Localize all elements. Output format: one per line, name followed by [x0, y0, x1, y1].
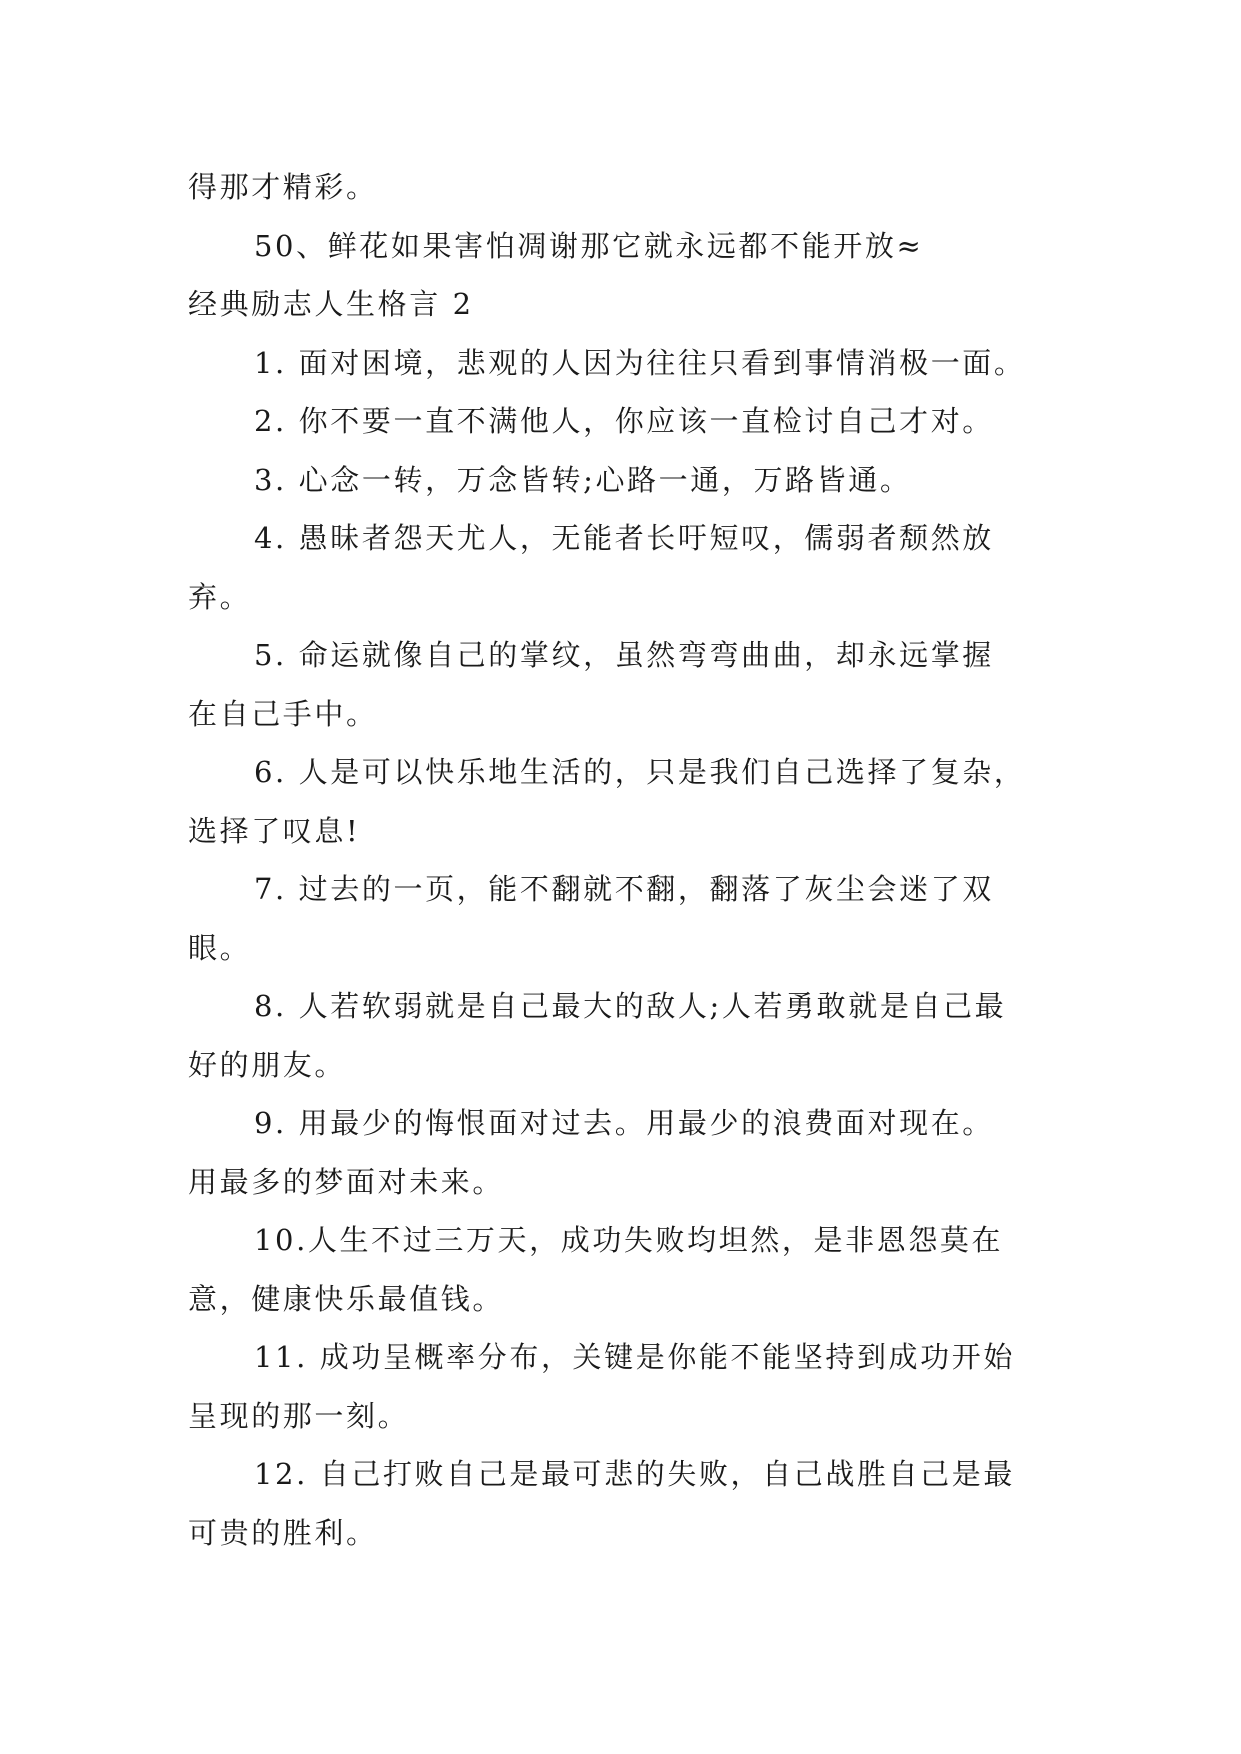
text-line-9: 5. 命运就像自己的掌纹，虽然弯弯曲曲，却永远掌握: [254, 638, 994, 672]
text-line-14: 眼。: [188, 930, 252, 965]
text-line-13: 7. 过去的一页，能不翻就不翻，翻落了灰尘会迷了双: [254, 872, 994, 906]
text-line-24: 可贵的胜利。: [188, 1515, 378, 1550]
text-line-10: 在自己手中。: [188, 696, 378, 731]
text-line-7: 4. 愚昧者怨天尤人，无能者长吁短叹，儒弱者颓然放: [254, 521, 994, 555]
text-line-15: 8. 人若软弱就是自己最大的敌人;人若勇敢就是自己最: [254, 989, 1007, 1023]
document-body: [188, 158, 1068, 1562]
text-line-5: 2. 你不要一直不满他人，你应该一直检讨自己才对。: [254, 404, 994, 438]
text-line-11: 6. 人是可以快乐地生活的，只是我们自己选择了复杂，: [254, 755, 1026, 789]
text-line-19: 10.人生不过三万天，成功失败均坦然，是非恩怨莫在: [254, 1223, 1004, 1257]
text-line-18: 用最多的梦面对未来。: [188, 1164, 505, 1199]
text-line-1: 得那才精彩。: [188, 170, 378, 204]
text-line-6: 3. 心念一转，万念皆转;心路一通，万路皆通。: [254, 462, 912, 497]
text-line-22: 呈现的那一刻。: [188, 1398, 410, 1433]
text-line-20: 意，健康快乐最值钱。: [188, 1281, 505, 1316]
text-line-12: 选择了叹息!: [188, 813, 361, 848]
text-line-21: 11. 成功呈概率分布，关键是你能不能坚持到成功开始: [254, 1340, 1015, 1374]
text-line-8: 弃。: [188, 579, 252, 614]
text-line-23: 12. 自己打败自己是最可悲的失败，自己战胜自己是最: [254, 1457, 1015, 1491]
text-line-2: 50、鲜花如果害怕凋谢那它就永远都不能开放≈: [254, 228, 924, 263]
section-heading: 经典励志人生格言 2: [188, 287, 474, 321]
text-line-4: 1. 面对困境，悲观的人因为往往只看到事情消极一面。: [254, 345, 1026, 380]
text-line-16: 好的朋友。: [188, 1047, 347, 1082]
text-line-17: 9. 用最少的悔恨面对过去。用最少的浪费面对现在。: [254, 1106, 994, 1140]
